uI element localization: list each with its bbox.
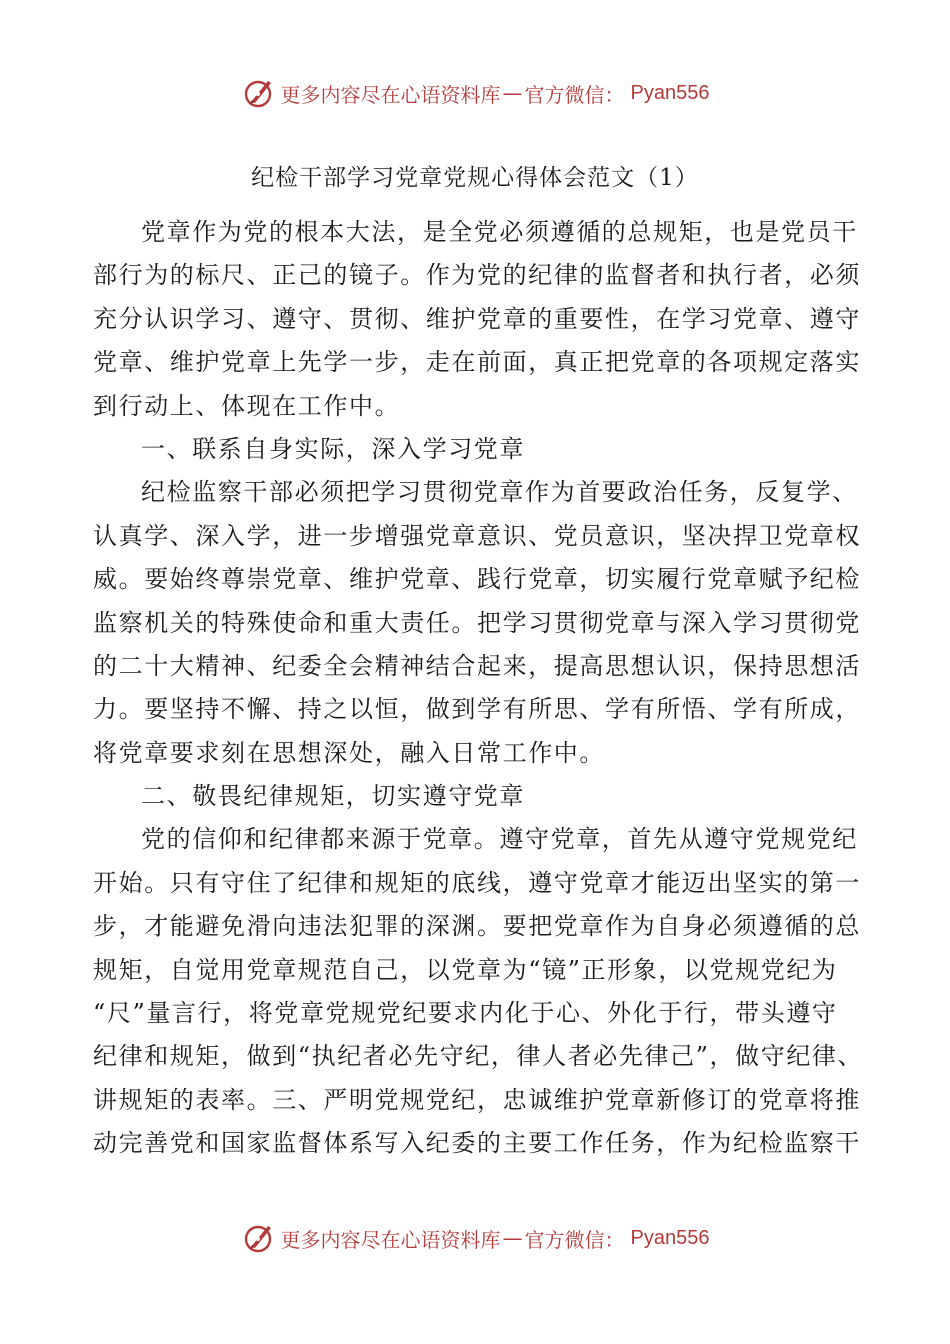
- text-line: 充分认识学习、遵守、贯彻、维护党章的重要性，在学习党章、遵守: [93, 304, 861, 333]
- footer-banner: [0, 1218, 950, 1258]
- text-line: “尺”量言行，将党章党规党纪要求内化于心、外化于行，带头遵守: [93, 999, 838, 1028]
- text-line: 党的信仰和纪律都来源于党章。遵守党章，首先从遵守党规党纪: [141, 825, 858, 854]
- banner-wechat-id: Pyan556: [630, 81, 710, 104]
- document-body: [93, 211, 873, 1166]
- text-line: 动完善党和国家监督体系写入纪委的主要工作任务，作为纪检监察干: [93, 1129, 861, 1158]
- text-line: 到行动上、体现在工作中。: [93, 391, 401, 420]
- text-line: 规矩，自觉用党章规范自己，以党章为“镜”正形象，以党规党纪为: [93, 955, 838, 984]
- banner-wechat-label: 官方微信：: [524, 82, 625, 107]
- text-line: 认真学、深入学，进一步增强党章意识、党员意识，坚决捍卫党章权: [93, 521, 861, 550]
- quill-pen-circle-icon: [241, 75, 277, 111]
- section-heading: 二、敬畏纪律规矩，切实遵守党章: [141, 782, 525, 811]
- header-banner: [0, 73, 950, 113]
- banner-separator: —: [502, 1226, 523, 1250]
- text-line: 纪检监察干部必须把学习贯彻党章作为首要政治任务，反复学、: [141, 478, 858, 507]
- text-line: 步，才能避免滑向违法犯罪的深渊。要把党章作为自身必须遵循的总: [93, 912, 861, 941]
- quill-pen-circle-icon: [241, 1220, 277, 1256]
- text-line: 开始。只有守住了纪律和规矩的底线，遵守党章才能迈出坚实的第一: [93, 868, 861, 897]
- text-line: 党章作为党的根本大法，是全党必须遵循的总规矩，也是党员干: [141, 218, 858, 246]
- banner-site-text: 更多内容尽在心语资料库: [280, 82, 501, 107]
- text-line: 力。要坚持不懈、持之以恒，做到学有所思、学有所悟、学有所成，: [93, 695, 861, 724]
- text-line: 监察机关的特殊使命和重大责任。把学习贯彻党章与深入学习贯彻党: [93, 608, 861, 637]
- banner-wechat-label: 官方微信：: [524, 1227, 625, 1252]
- text-line: 纪律和规矩，做到“执纪者必先守纪，律人者必先律己”，做守纪律、: [93, 1042, 864, 1071]
- banner-separator: —: [502, 81, 523, 105]
- section-heading: 一、联系自身实际，深入学习党章: [141, 434, 525, 463]
- banner-site-text: 更多内容尽在心语资料库: [280, 1227, 501, 1252]
- text-line: 将党章要求刻在思想深处，融入日常工作中。: [93, 738, 605, 767]
- text-line: 党章、维护党章上先学一步，走在前面，真正把党章的各项规定落实: [93, 348, 861, 377]
- document-title: 纪检干部学习党章党规心得体会范文（1）: [251, 165, 699, 191]
- text-line: 威。要始终尊崇党章、维护党章、践行党章，切实履行党章赋予纪检: [93, 565, 861, 594]
- text-line: 部行为的标尺、正己的镜子。作为党的纪律的监督者和执行者，必须: [93, 261, 861, 290]
- banner-wechat-id: Pyan556: [630, 1226, 710, 1249]
- text-line: 的二十大精神、纪委全会精神结合起来，提高思想认识，保持思想活: [93, 651, 861, 680]
- text-line: 讲规矩的表率。三、严明党规党纪，忠诚维护党章新修订的党章将推: [93, 1085, 861, 1114]
